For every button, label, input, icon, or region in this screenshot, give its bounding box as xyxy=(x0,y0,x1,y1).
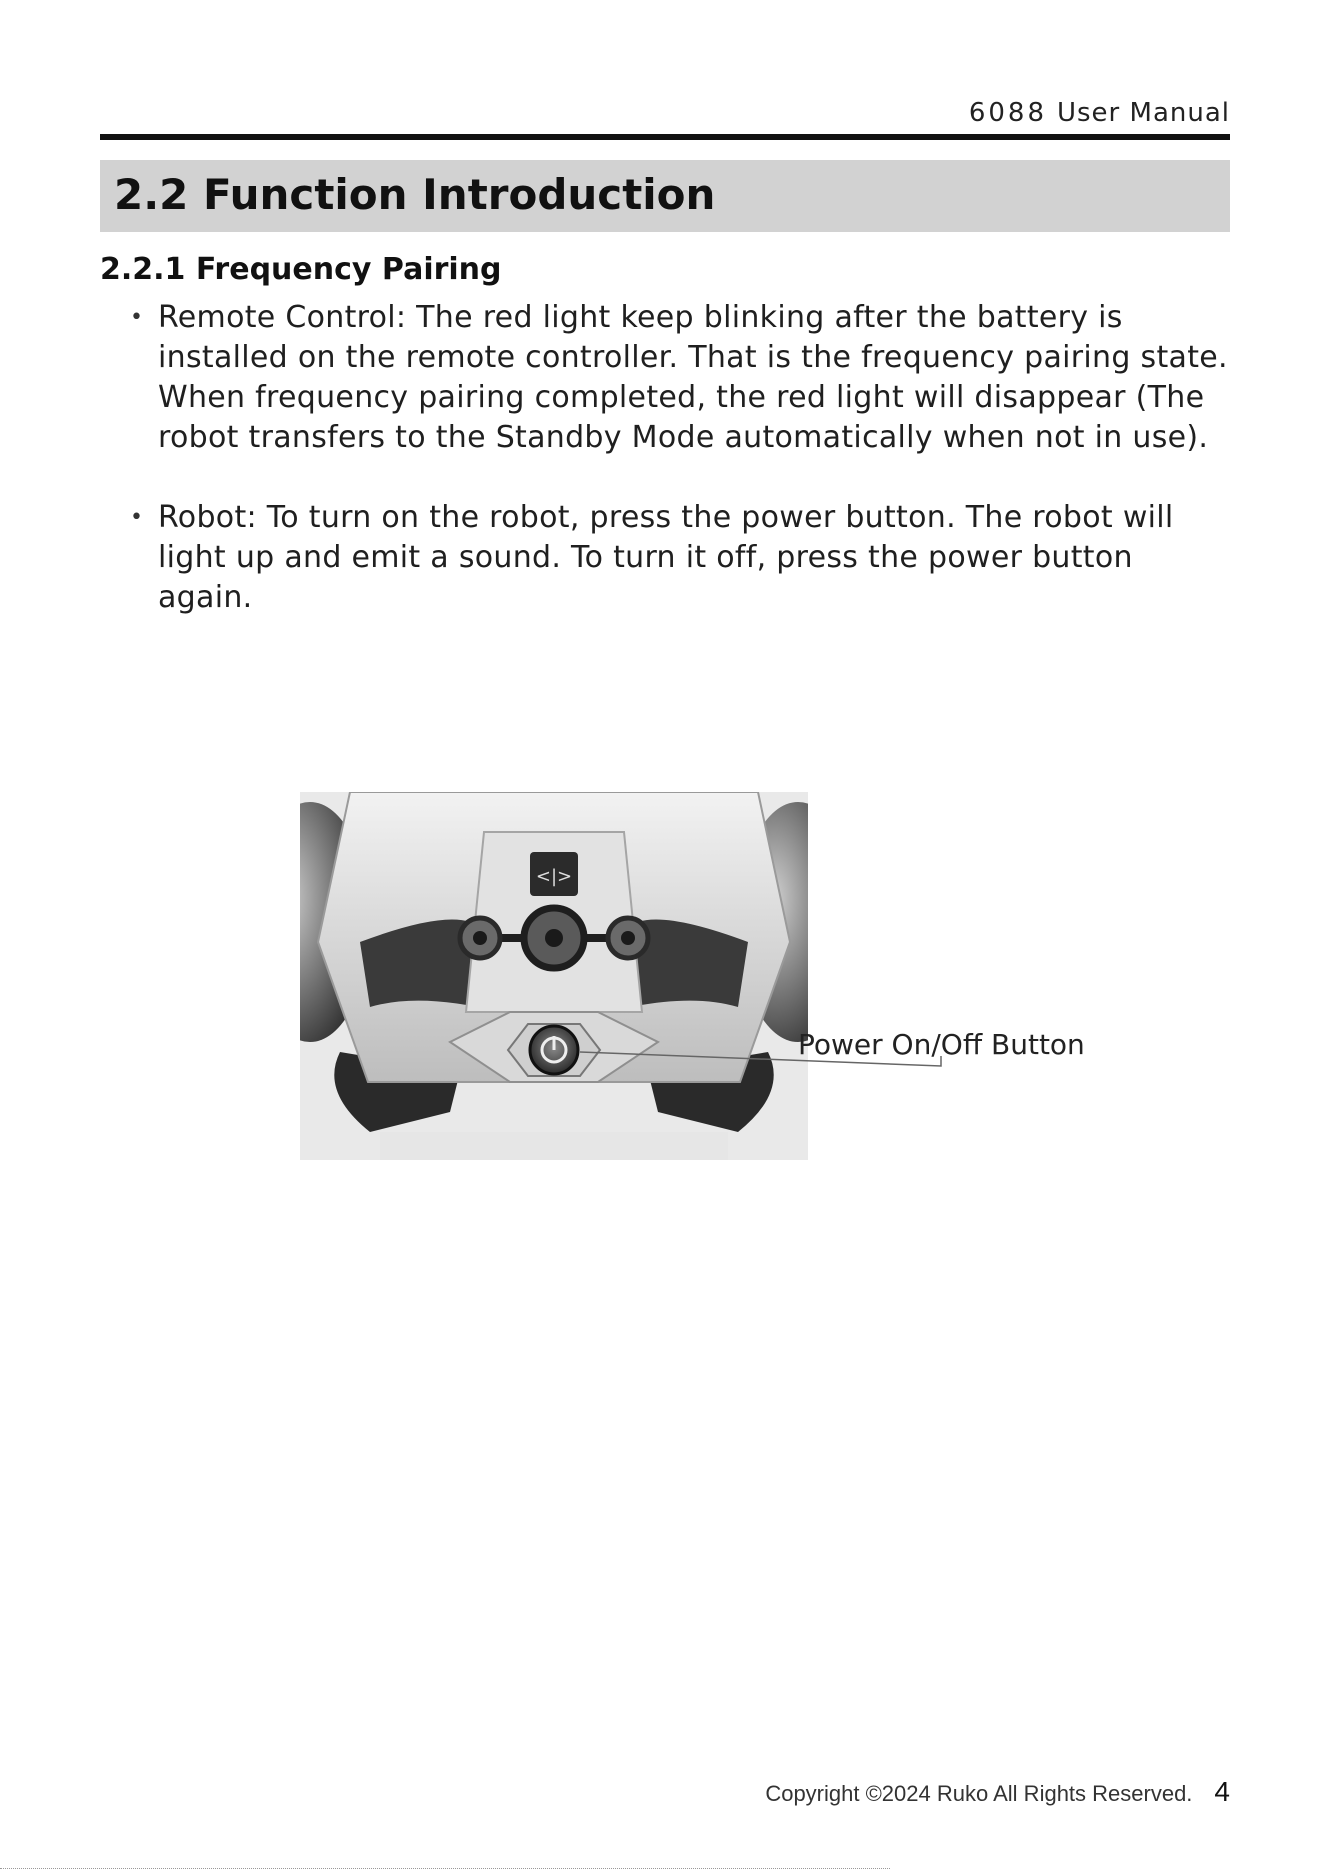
svg-text:<|>: <|> xyxy=(535,866,573,887)
power-button-callout: Power On/Off Button xyxy=(798,1028,1085,1061)
page-footer xyxy=(765,1776,1230,1808)
section-title: 2.2 Function Introduction xyxy=(114,170,716,219)
bullet-robot: • Robot: To turn on the robot, press the power button. The robot will light up and emit a sound. To turn it off, press the power button again. xyxy=(130,498,1230,618)
page-number: 4 xyxy=(1214,1776,1230,1807)
robot-torso-illustration xyxy=(300,792,808,1160)
header-rule xyxy=(100,134,1230,140)
section-heading-band xyxy=(100,160,1230,232)
bottom-rule xyxy=(0,1868,890,1870)
bullet-remote-control: • Remote Control: The red light keep blinking after the battery is installed on the remote controller. That is the frequency pairing state. When frequency pairing completed, the red light will disappear (The robot transfers to the Standby Mode automatically when not in use). xyxy=(130,298,1230,458)
model-number: 6088 xyxy=(968,98,1047,128)
running-header xyxy=(969,98,1230,128)
copyright-notice: Copyright ©2024 Ruko All Rights Reserved. xyxy=(765,1781,1193,1806)
manual-label: User Manual xyxy=(1056,98,1230,128)
subsection-title: 2.2.1 Frequency Pairing xyxy=(100,252,502,287)
instruction-list xyxy=(130,298,1230,618)
